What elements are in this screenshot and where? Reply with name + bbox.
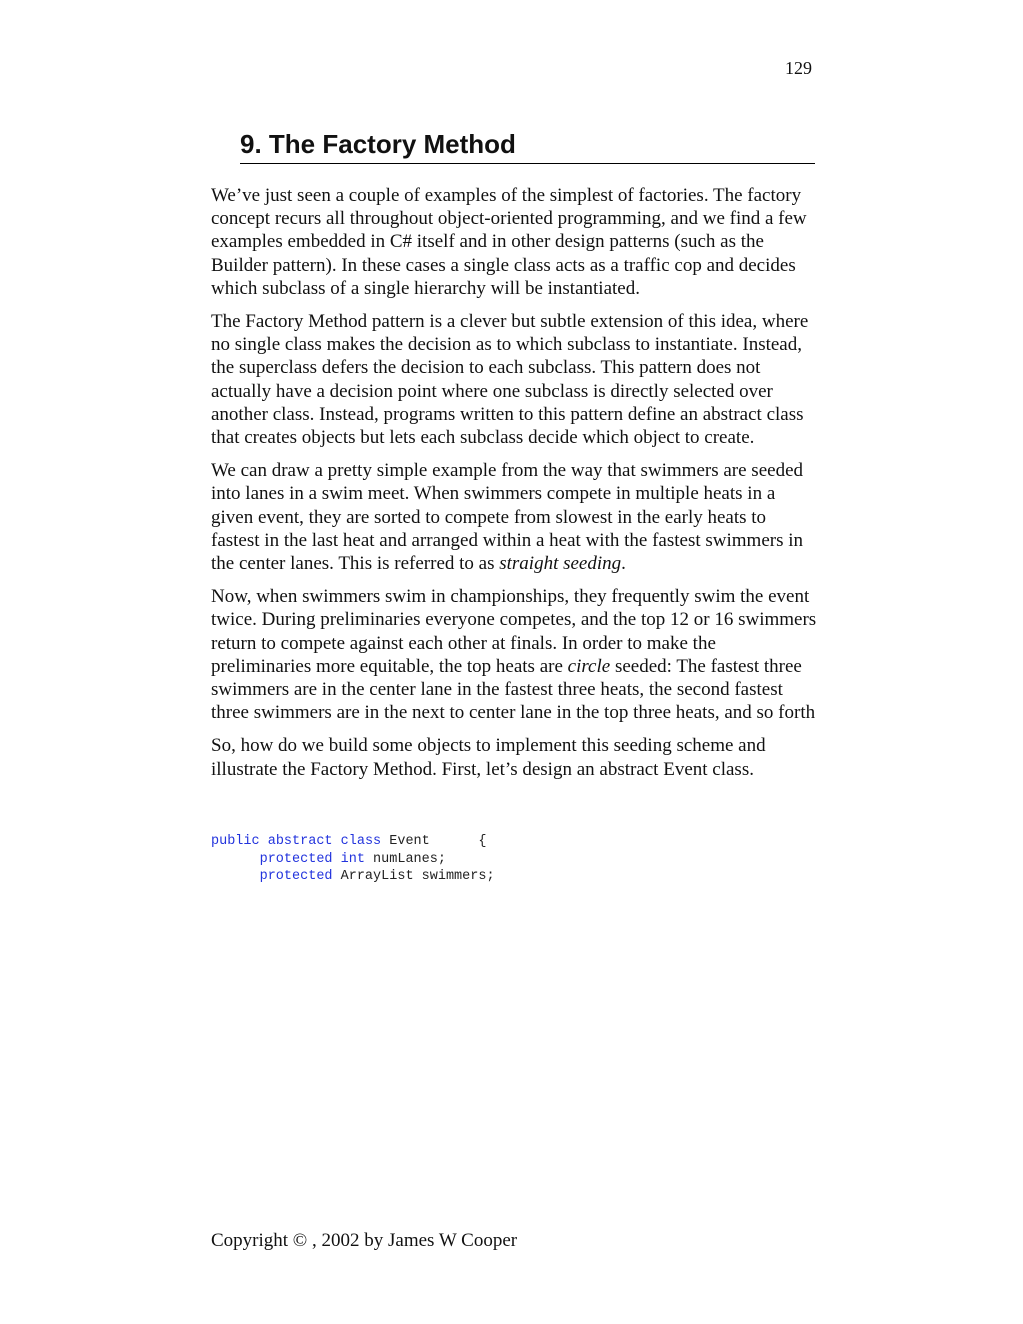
code-keyword: public	[211, 834, 260, 849]
code-keyword: class	[340, 834, 382, 849]
code-keyword: int	[340, 851, 365, 867]
code-text: Event {	[381, 834, 487, 849]
chapter-heading: 9. The Factory Method	[240, 127, 815, 164]
code-keyword: protected	[259, 851, 333, 867]
code-indent	[211, 869, 260, 884]
page-number: 129	[785, 58, 812, 78]
paragraph-text: We can draw a pretty simple example from the way that swimmers are seeded into lanes in a swim meet. When swimmers compete in multiple heats in a given event, they are sorted to compete from slowest in the early heats to fastest in the last heat and arranged within a heat with the fastest swimmers in the center lanes. This is referred to as	[211, 460, 803, 575]
code-block	[211, 833, 811, 886]
paragraph-text: .	[621, 553, 626, 575]
code-line	[211, 834, 486, 849]
emphasis-term: straight seeding	[499, 553, 622, 575]
paragraph-swim-example	[211, 459, 817, 575]
code-indent	[211, 852, 260, 867]
code-line	[211, 869, 495, 884]
paragraph-factory-method-definition: The Factory Method pattern is a clever but subtle extension of this idea, where no single class makes the decision as to which subclass to instantiate. Instead, the superclass defers the decision to each subclass. This pattern does not actually have a decision point where one subclass is directly selected over another class. Instead, programs written to this pattern define an abstract class that creates objects but lets each subclass decide which object to create.	[211, 311, 809, 449]
paragraph-factory-intro: We’ve just seen a couple of examples of the simplest of factories. The factory concept recurs all throughout object-oriented programming, and we find a few examples embedded in C# itself and in other design patterns (such as the Builder pattern). In these cases a single class acts as a traffic cop and decides which subclass of a single hierarchy will be instantiated.	[211, 185, 807, 299]
paragraph-championships	[211, 585, 817, 724]
code-text: numLanes;	[364, 851, 446, 867]
body-text	[211, 184, 817, 791]
code-keyword: protected	[259, 869, 333, 884]
code-keyword: abstract	[267, 834, 333, 849]
code-text: ArrayList swimmers;	[332, 869, 495, 884]
paragraph-design-intro: So, how do we build some objects to implement this seeding scheme and illustrate the Factory Method. First, let’s design an abstract Event class.	[211, 735, 766, 780]
emphasis-term: circle	[567, 655, 611, 677]
code-line	[211, 852, 446, 867]
footer-copyright: Copyright © , 2002 by James W Cooper	[211, 1230, 518, 1251]
paragraph-text: Now, when swimmers swim in championships, they frequently swim the event twice. During preliminaries everyone competes, and the top 12 or 16 swimmers return to compete against each other at finals. In order to make the preliminaries more equitable, the top heats are	[211, 586, 817, 677]
paragraph-text: seeded: The fastest three swimmers are in the center lane in the fastest three heats, the second fastest three swimmers are in the next to center lane in the top three heats, and so forth	[211, 655, 816, 724]
